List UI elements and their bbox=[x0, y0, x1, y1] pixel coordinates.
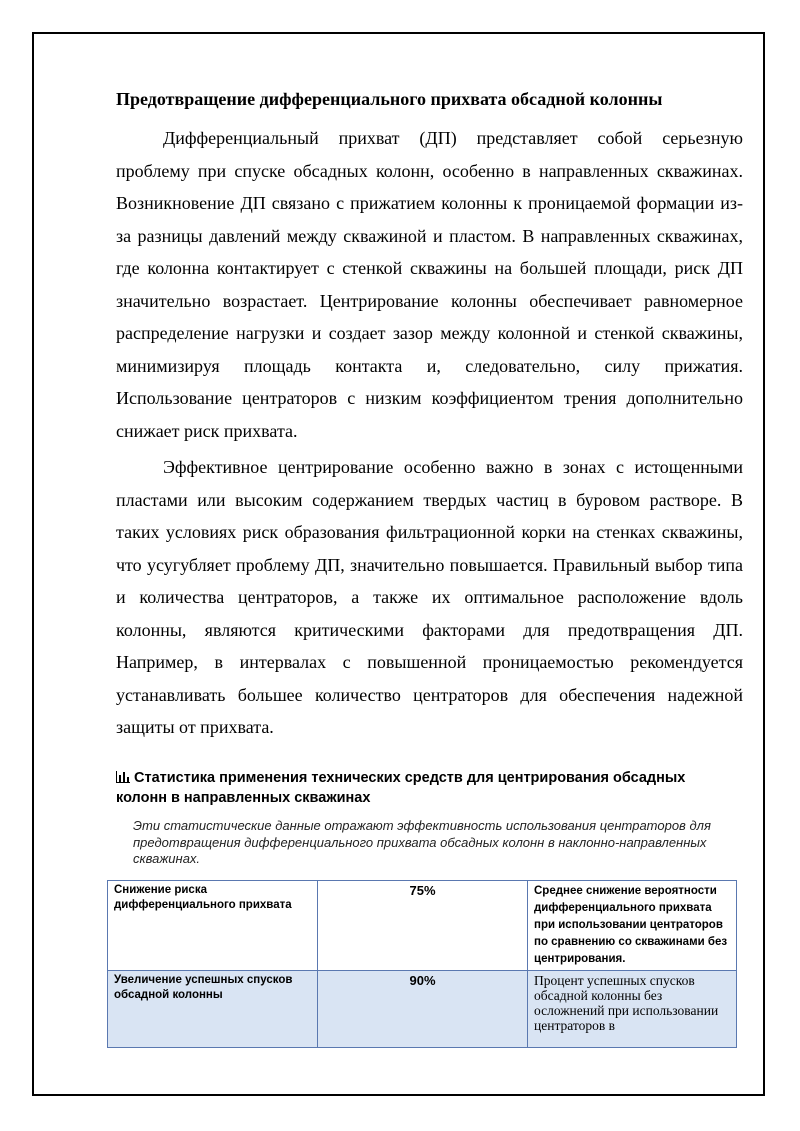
row-label: Увеличение успешных спусков обсадной колонны bbox=[114, 974, 293, 1001]
table-row bbox=[108, 881, 737, 971]
bar-chart-icon bbox=[116, 769, 130, 781]
table-cell-label bbox=[108, 971, 318, 1048]
stats-title: Статистика применения технических средств для центрирования обсадных колонн в направленных скважинах bbox=[116, 770, 686, 806]
stats-table bbox=[107, 880, 737, 1048]
stats-heading bbox=[116, 768, 716, 808]
row-label: Снижение риска дифференциального прихвата bbox=[114, 884, 292, 911]
table-cell-value bbox=[318, 881, 528, 971]
row-value: 75% bbox=[409, 883, 436, 898]
row-note: Среднее снижение вероятности дифференциального прихвата при использовании центраторов по сравнению со скважинами без центрирования. bbox=[534, 885, 728, 965]
row-value: 90% bbox=[409, 973, 436, 988]
table-row bbox=[108, 971, 737, 1048]
table-cell-note bbox=[528, 971, 737, 1048]
paragraph-1: Дифференциальный прихват (ДП) представляет собой серьезную проблему при спуске обсадных колонн, особенно в направленных скважинах. Возникновение ДП связано с прижатием колонны к проницаемой формации из-за разницы давлений между скважиной и пластом. В направленных скважинах, где колонна контактирует с стенкой скважины на большей площади, риск ДП значительно возрастает. Центрирование колонны обеспечивает равномерное распределение нагрузки и создает зазор между колонной и стенкой скважины, минимизируя площадь контакта и, следовательно, силу прижатия. Использование центраторов с низким коэффициентом трения дополнительно снижает риск прихвата. bbox=[116, 128, 743, 441]
table-cell-value bbox=[318, 971, 528, 1048]
table-cell-label bbox=[108, 881, 318, 971]
table-cell-note bbox=[528, 881, 737, 971]
section-heading: Предотвращение дифференциального прихвата обсадной колонны bbox=[116, 89, 663, 109]
row-note: Процент успешных спусков обсадной колонны без осложнений при использовании центраторов в bbox=[534, 973, 719, 1033]
stats-description: Эти статистические данные отражают эффективность использования центраторов для предотвращения дифференциального прихвата обсадных колонн в наклонно-направленных скважинах. bbox=[133, 818, 711, 866]
document-body bbox=[116, 84, 743, 744]
paragraph-2: Эффективное центрирование особенно важно в зонах с истощенными пластами или высоким содержанием твердых частиц в буровом растворе. В таких условиях риск образования фильтрационной корки на стенках скважины, что усугубляет проблему ДП, значительно повышается. Правильный выбор типа и количества центраторов, а также их оптимальное расположение вдоль колонны, являются критическими факторами для предотвращения ДП. Например, в интервалах с повышенной проницаемостью рекомендуется устанавливать большее количество центраторов для обеспечения надежной защиты от прихвата. bbox=[116, 457, 743, 737]
